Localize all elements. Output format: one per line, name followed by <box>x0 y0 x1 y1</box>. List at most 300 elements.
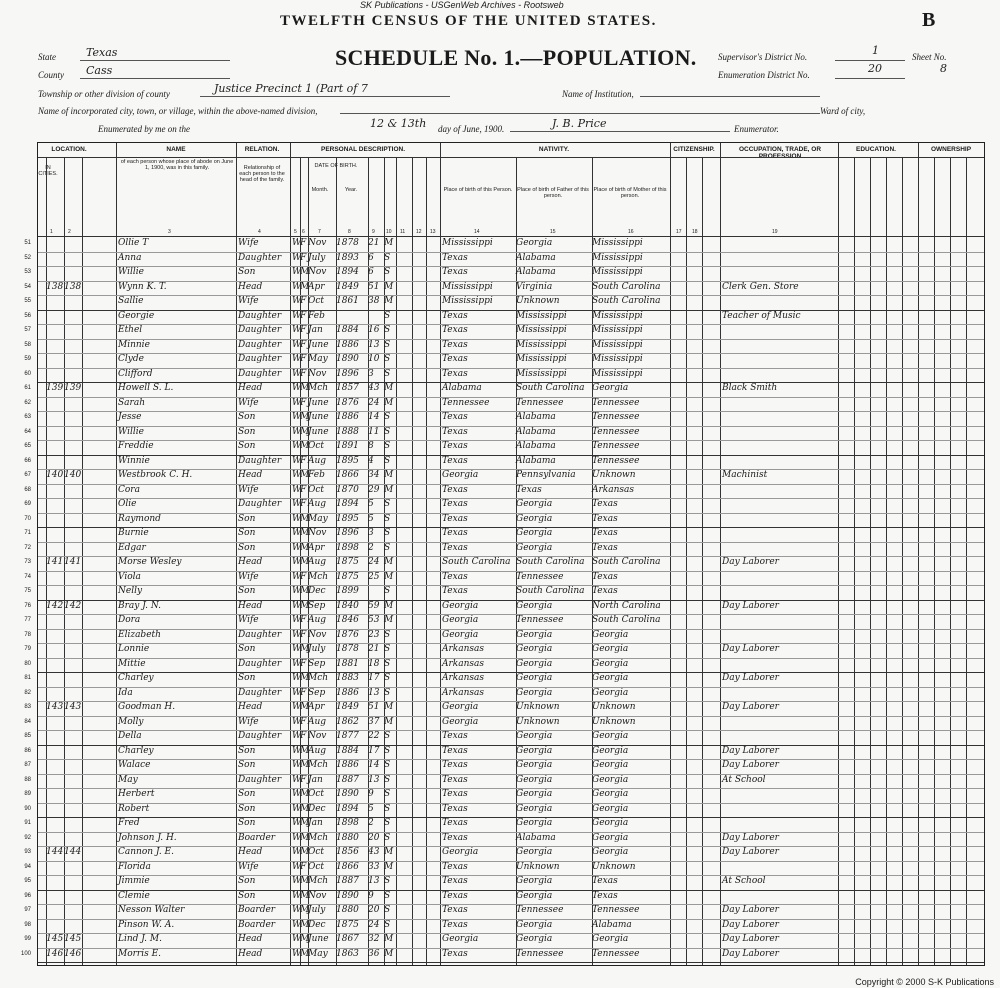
cell-occupation: Day Laborer <box>722 934 779 944</box>
cell-year: 1894 <box>336 499 359 509</box>
cell-sex: F <box>300 397 307 408</box>
cell-mother: Mississippi <box>592 354 643 364</box>
cell-month: Sep <box>308 687 326 698</box>
cell-name: Robert <box>118 803 150 814</box>
cell-family: 139 <box>64 383 82 393</box>
cell-age: 11 <box>368 426 380 437</box>
cell-relation: Wife <box>238 238 259 248</box>
cell-family: 143 <box>64 702 82 712</box>
cell-relation: Son <box>238 267 256 277</box>
cell-mother: Tennessee <box>592 441 640 451</box>
cell-father: Georgia <box>516 600 553 611</box>
cell-relation: Daughter <box>238 354 282 364</box>
cell-relation: Head <box>238 557 263 567</box>
line-number: 89 <box>24 791 31 797</box>
line-number: 56 <box>24 312 31 319</box>
cell-father: Tennessee <box>516 397 564 408</box>
cell-month: Dec <box>308 586 326 596</box>
cell-age: 5 <box>368 803 374 814</box>
table-row <box>24 600 984 615</box>
cell-relation: Boarder <box>238 919 276 930</box>
cell-occupation: At School <box>722 774 766 785</box>
cell-occupation: Day Laborer <box>722 745 779 756</box>
cell-relation: Boarder <box>238 832 276 843</box>
cell-father: Unknown <box>516 716 560 727</box>
cell-father: South Carolina <box>516 586 585 596</box>
line-number: 63 <box>24 414 31 420</box>
cell-marital: M <box>384 397 394 408</box>
line-number: 79 <box>24 646 31 652</box>
cell-sex: F <box>300 658 307 669</box>
cell-year: 1880 <box>336 832 359 843</box>
cell-sex: M <box>300 426 310 437</box>
cell-year: 1870 <box>336 484 359 495</box>
cell-father: Tennessee <box>516 905 564 915</box>
cell-year: 1884 <box>336 745 359 756</box>
cell-sex: F <box>300 325 307 335</box>
cell-sex: M <box>300 470 310 480</box>
line-number: 64 <box>24 428 31 435</box>
cell-occupation: Day Laborer <box>722 847 779 857</box>
cell-name: Mittie <box>118 658 146 669</box>
cell-father: Georgia <box>516 847 553 857</box>
supervisor-label: Supervisor's District No. <box>718 52 808 62</box>
cell-month: Feb <box>308 470 325 480</box>
cell-year: 1890 <box>336 890 359 901</box>
cell-color: W <box>292 731 302 741</box>
table-row <box>24 397 984 412</box>
cell-color: W <box>292 702 302 712</box>
cell-occupation: Day Laborer <box>722 919 779 930</box>
cell-father: South Carolina <box>516 557 585 567</box>
cell-age: 13 <box>368 774 380 785</box>
cell-mother: Mississippi <box>592 238 643 248</box>
column-number: 1 <box>50 229 53 235</box>
cell-year: 1880 <box>336 905 359 915</box>
table-row <box>24 933 984 948</box>
cell-year: 1891 <box>336 441 359 451</box>
line-number: 59 <box>24 356 31 362</box>
cell-age: 20 <box>368 832 380 843</box>
cell-sex: M <box>300 760 310 770</box>
cell-name: Sallie <box>118 296 144 306</box>
cell-relation: Daughter <box>238 455 282 466</box>
table-row <box>24 252 984 267</box>
header-name-desc: of each person whose place of abode on June 1, 1900, was in this family. <box>120 159 234 171</box>
cell-marital: M <box>384 847 394 857</box>
cell-mother: Georgia <box>592 847 629 857</box>
cell-name: Ollie T <box>118 238 149 248</box>
cell-marital: M <box>384 383 394 393</box>
cell-month: Mch <box>308 571 329 582</box>
cell-relation: Daughter <box>238 774 282 785</box>
cell-mother: Mississippi <box>592 325 643 335</box>
cell-name: Howell S. L. <box>118 383 174 393</box>
cell-color: W <box>292 339 302 350</box>
cell-year: 1861 <box>336 296 359 306</box>
cell-self: Georgia <box>442 470 479 480</box>
table-row <box>24 788 984 803</box>
table-row <box>24 846 984 861</box>
cell-year: 1876 <box>336 629 359 640</box>
cell-year: 1866 <box>336 470 359 480</box>
cell-marital: S <box>384 513 391 524</box>
line-number: 74 <box>24 573 31 580</box>
table-row <box>24 861 984 876</box>
cell-family: 144 <box>64 847 82 857</box>
group-name: NAME <box>166 146 186 153</box>
column-number: 18 <box>692 229 698 235</box>
cell-occupation: Clerk Gen. Store <box>722 281 799 292</box>
column-number: 5 <box>294 229 297 235</box>
cell-marital: S <box>384 644 391 654</box>
cell-month: Mch <box>308 832 329 843</box>
cell-father: Georgia <box>516 890 553 901</box>
cell-self: Texas <box>442 426 468 437</box>
line-number: 62 <box>24 399 31 406</box>
cell-name: Clemie <box>118 890 150 901</box>
cell-sex: M <box>300 934 310 944</box>
cell-month: July <box>308 905 326 915</box>
cell-self: Georgia <box>442 847 479 857</box>
table-row <box>24 411 984 426</box>
line-number: 69 <box>24 501 31 507</box>
cell-age: 25 <box>368 571 380 582</box>
cell-year: 1890 <box>336 354 359 364</box>
cell-month: Dec <box>308 919 326 930</box>
cell-name: Nesson Walter <box>118 905 185 915</box>
cell-marital: S <box>384 919 391 930</box>
cell-sex: F <box>300 310 307 321</box>
cell-mother: Texas <box>592 528 618 538</box>
cell-mother: South Carolina <box>592 296 661 306</box>
line-number: 75 <box>24 588 31 594</box>
table-row <box>24 658 984 673</box>
county-value: Cass <box>86 64 113 77</box>
cell-self: Georgia <box>442 615 479 625</box>
table-row <box>24 310 984 325</box>
cell-self: Texas <box>442 412 468 422</box>
enumerator-label: Enumerator. <box>734 124 779 134</box>
cell-self: Texas <box>442 484 468 495</box>
institution-label: Name of Institution, <box>562 89 634 99</box>
cell-year: 1895 <box>336 513 359 524</box>
cell-dwelling: 140 <box>46 470 64 480</box>
cell-relation: Head <box>238 847 263 857</box>
line-number: 78 <box>24 631 31 638</box>
cell-age: 29 <box>368 484 380 495</box>
cell-age: 51 <box>368 702 380 712</box>
cell-mother: Texas <box>592 586 618 596</box>
line-number: 87 <box>24 762 31 768</box>
column-number: 13 <box>430 229 436 235</box>
cell-color: W <box>292 557 302 567</box>
cell-relation: Daughter <box>238 499 282 509</box>
cell-mother: Tennessee <box>592 397 640 408</box>
table-row <box>24 803 984 818</box>
cell-sex: F <box>300 716 307 727</box>
line-number: 98 <box>24 921 31 928</box>
cell-name: Walace <box>118 760 151 770</box>
cell-name: Olie <box>118 499 137 509</box>
table-row <box>24 426 984 441</box>
cell-month: Nov <box>308 267 327 277</box>
cell-sex: F <box>300 455 307 466</box>
cell-month: Mch <box>308 876 329 886</box>
cell-age: 24 <box>368 919 380 930</box>
cell-sex: M <box>300 890 310 901</box>
cell-age: 24 <box>368 397 380 408</box>
cell-name: Molly <box>118 716 144 727</box>
table-row <box>24 643 984 658</box>
line-number: 90 <box>24 805 31 812</box>
cell-name: Clifford <box>118 368 153 379</box>
cell-mother: Georgia <box>592 644 629 654</box>
cell-year: 1896 <box>336 368 359 379</box>
cell-year: 1849 <box>336 702 359 712</box>
cell-year: 1846 <box>336 615 359 625</box>
cell-color: W <box>292 890 302 901</box>
cell-relation: Wife <box>238 296 259 306</box>
cell-sex: M <box>300 803 310 814</box>
cell-occupation: At School <box>722 876 766 886</box>
cell-sex: M <box>300 702 310 712</box>
cell-mother: Unknown <box>592 470 636 480</box>
cell-year: 1840 <box>336 600 359 611</box>
cell-mother: Unknown <box>592 716 636 727</box>
cell-sex: M <box>300 905 310 915</box>
column-number: 3 <box>168 229 171 235</box>
table-row <box>24 266 984 281</box>
cell-age: 9 <box>368 789 374 799</box>
cell-age: 5 <box>368 513 374 524</box>
table-row <box>24 455 984 470</box>
cell-sex: M <box>300 528 310 538</box>
cell-color: W <box>292 948 302 959</box>
cell-age: 5 <box>368 499 374 509</box>
column-number: 6 <box>302 229 305 235</box>
cell-self: Texas <box>442 339 468 350</box>
column-number: 17 <box>676 229 682 235</box>
cell-name: Johnson J. H. <box>118 832 177 843</box>
cell-month: June <box>308 339 329 350</box>
line-number: 92 <box>24 834 31 841</box>
cell-marital: M <box>384 557 394 567</box>
cell-marital: S <box>384 455 391 466</box>
line-number: 70 <box>24 515 31 522</box>
line-number: 53 <box>24 269 31 275</box>
cell-self: Georgia <box>442 934 479 944</box>
cell-mother: Mississippi <box>592 252 643 263</box>
cell-mother: South Carolina <box>592 281 661 292</box>
cell-color: W <box>292 615 302 625</box>
cell-color: W <box>292 876 302 886</box>
table-row <box>24 875 984 890</box>
column-number: 10 <box>386 229 392 235</box>
cell-relation: Son <box>238 789 256 799</box>
cell-relation: Daughter <box>238 252 282 263</box>
cell-self: Georgia <box>442 629 479 640</box>
cell-relation: Son <box>238 586 256 596</box>
cell-year: 1877 <box>336 731 359 741</box>
cell-relation: Son <box>238 818 256 828</box>
cell-age: 43 <box>368 847 380 857</box>
cell-self: Texas <box>442 948 468 959</box>
cell-family: 146 <box>64 948 82 959</box>
cell-age: 16 <box>368 325 380 335</box>
cell-color: W <box>292 513 302 524</box>
cell-year: 1849 <box>336 281 359 292</box>
cell-month: Aug <box>308 615 327 625</box>
cell-sex: M <box>300 745 310 756</box>
cell-self: Georgia <box>442 716 479 727</box>
cell-age: 37 <box>368 716 380 727</box>
column-number: 16 <box>628 229 634 235</box>
cell-father: Georgia <box>516 760 553 770</box>
group-nativity: NATIVITY. <box>538 146 570 153</box>
cell-self: Texas <box>442 876 468 886</box>
enumerated-suffix: day of June, 1900. <box>438 124 505 134</box>
line-number: 97 <box>24 907 31 913</box>
cell-year: 1881 <box>336 658 359 669</box>
cell-month: Aug <box>308 455 327 466</box>
cell-year: 1886 <box>336 339 359 350</box>
cell-mother: Tennessee <box>592 905 640 915</box>
cell-relation: Daughter <box>238 339 282 350</box>
cell-month: Mch <box>308 673 329 683</box>
cell-age: 14 <box>368 412 380 422</box>
cell-mother: Unknown <box>592 861 636 872</box>
cell-age: 36 <box>368 948 380 959</box>
cell-father: Georgia <box>516 238 553 248</box>
cell-self: Mississippi <box>442 296 493 306</box>
cell-mother: Georgia <box>592 673 629 683</box>
cell-self: Texas <box>442 310 468 321</box>
cell-sex: F <box>300 296 307 306</box>
group-personal: PERSONAL DESCRIPTION. <box>320 146 406 153</box>
cell-age: 8 <box>368 441 374 451</box>
cell-color: W <box>292 426 302 437</box>
cell-age: 4 <box>368 455 374 466</box>
cell-year: 1898 <box>336 542 359 553</box>
cell-relation: Wife <box>238 397 259 408</box>
cell-marital: S <box>384 687 391 698</box>
cell-age: 34 <box>368 470 380 480</box>
ward-label: Ward of city, <box>820 106 866 116</box>
cell-name: Ida <box>118 687 133 698</box>
cell-month: Mch <box>308 383 329 393</box>
cell-occupation: Black Smith <box>722 383 778 393</box>
group-location: LOCATION. <box>51 146 87 153</box>
cell-mother: Georgia <box>592 818 629 828</box>
cell-mother: Tennessee <box>592 412 640 422</box>
cell-marital: M <box>384 571 394 582</box>
cell-relation: Boarder <box>238 905 276 915</box>
cell-year: 1883 <box>336 673 359 683</box>
cell-mother: Georgia <box>592 731 629 741</box>
cell-relation: Son <box>238 644 256 654</box>
cell-age: 20 <box>368 905 380 915</box>
cell-name: Cannon J. E. <box>118 847 174 857</box>
cell-marital: S <box>384 441 391 451</box>
cell-name: Ethel <box>118 325 143 335</box>
cell-year: 1878 <box>336 238 359 248</box>
cell-year: 1894 <box>336 803 359 814</box>
cell-father: Alabama <box>516 441 556 451</box>
cell-color: W <box>292 238 302 248</box>
cell-year: 1857 <box>336 383 359 393</box>
cell-marital: S <box>384 325 391 335</box>
cell-sex: M <box>300 586 310 596</box>
census-table <box>20 142 985 966</box>
cell-month: June <box>308 397 329 408</box>
cell-month: June <box>308 426 329 437</box>
cell-age: 22 <box>368 731 380 741</box>
cell-color: W <box>292 441 302 451</box>
cell-father: Georgia <box>516 528 553 538</box>
table-row <box>24 556 984 571</box>
cell-color: W <box>292 383 302 393</box>
cell-age: 10 <box>368 354 380 364</box>
cell-self: Texas <box>442 905 468 915</box>
cell-name: Dora <box>118 615 141 625</box>
cell-self: Texas <box>442 919 468 930</box>
cell-marital: M <box>384 948 394 959</box>
cell-relation: Son <box>238 542 256 553</box>
cell-month: June <box>308 412 329 422</box>
cell-color: W <box>292 905 302 915</box>
cell-occupation: Teacher of Music <box>722 310 801 321</box>
line-number: 88 <box>24 776 31 783</box>
cell-color: W <box>292 861 302 872</box>
cell-sex: F <box>300 252 307 263</box>
cell-marital: S <box>384 803 391 814</box>
cell-month: Nov <box>308 629 327 640</box>
cell-mother: South Carolina <box>592 557 661 567</box>
cell-family: 140 <box>64 470 82 480</box>
cell-color: W <box>292 281 302 292</box>
cell-name: May <box>118 774 138 785</box>
cell-father: Mississippi <box>516 325 567 335</box>
cell-self: Georgia <box>442 702 479 712</box>
column-number: 19 <box>772 229 778 235</box>
cell-father: Georgia <box>516 644 553 654</box>
line-number: 77 <box>24 617 31 623</box>
table-row <box>24 542 984 557</box>
cell-sex: M <box>300 542 310 553</box>
cell-name: Charley <box>118 673 154 683</box>
table-row <box>24 527 984 542</box>
cell-name: Bray J. N. <box>118 600 162 611</box>
cell-age: 13 <box>368 339 380 350</box>
cell-self: Texas <box>442 528 468 538</box>
cell-self: Texas <box>442 354 468 364</box>
cell-mother: Georgia <box>592 789 629 799</box>
line-number: 67 <box>24 472 31 478</box>
table-row <box>20 948 984 963</box>
cell-age: 3 <box>368 368 374 379</box>
census-title: TWELFTH CENSUS OF THE UNITED STATES. <box>280 13 657 29</box>
cell-mother: Tennessee <box>592 455 640 466</box>
cell-sex: F <box>300 861 307 872</box>
sheet-label: Sheet No. <box>912 52 947 62</box>
cell-month: Aug <box>308 557 327 567</box>
sheet-value: 8 <box>940 62 947 75</box>
cell-month: Oct <box>308 296 325 306</box>
cell-age: 43 <box>368 383 380 393</box>
cell-dwelling: 146 <box>46 948 64 959</box>
cell-name: Lind J. M. <box>118 934 162 944</box>
